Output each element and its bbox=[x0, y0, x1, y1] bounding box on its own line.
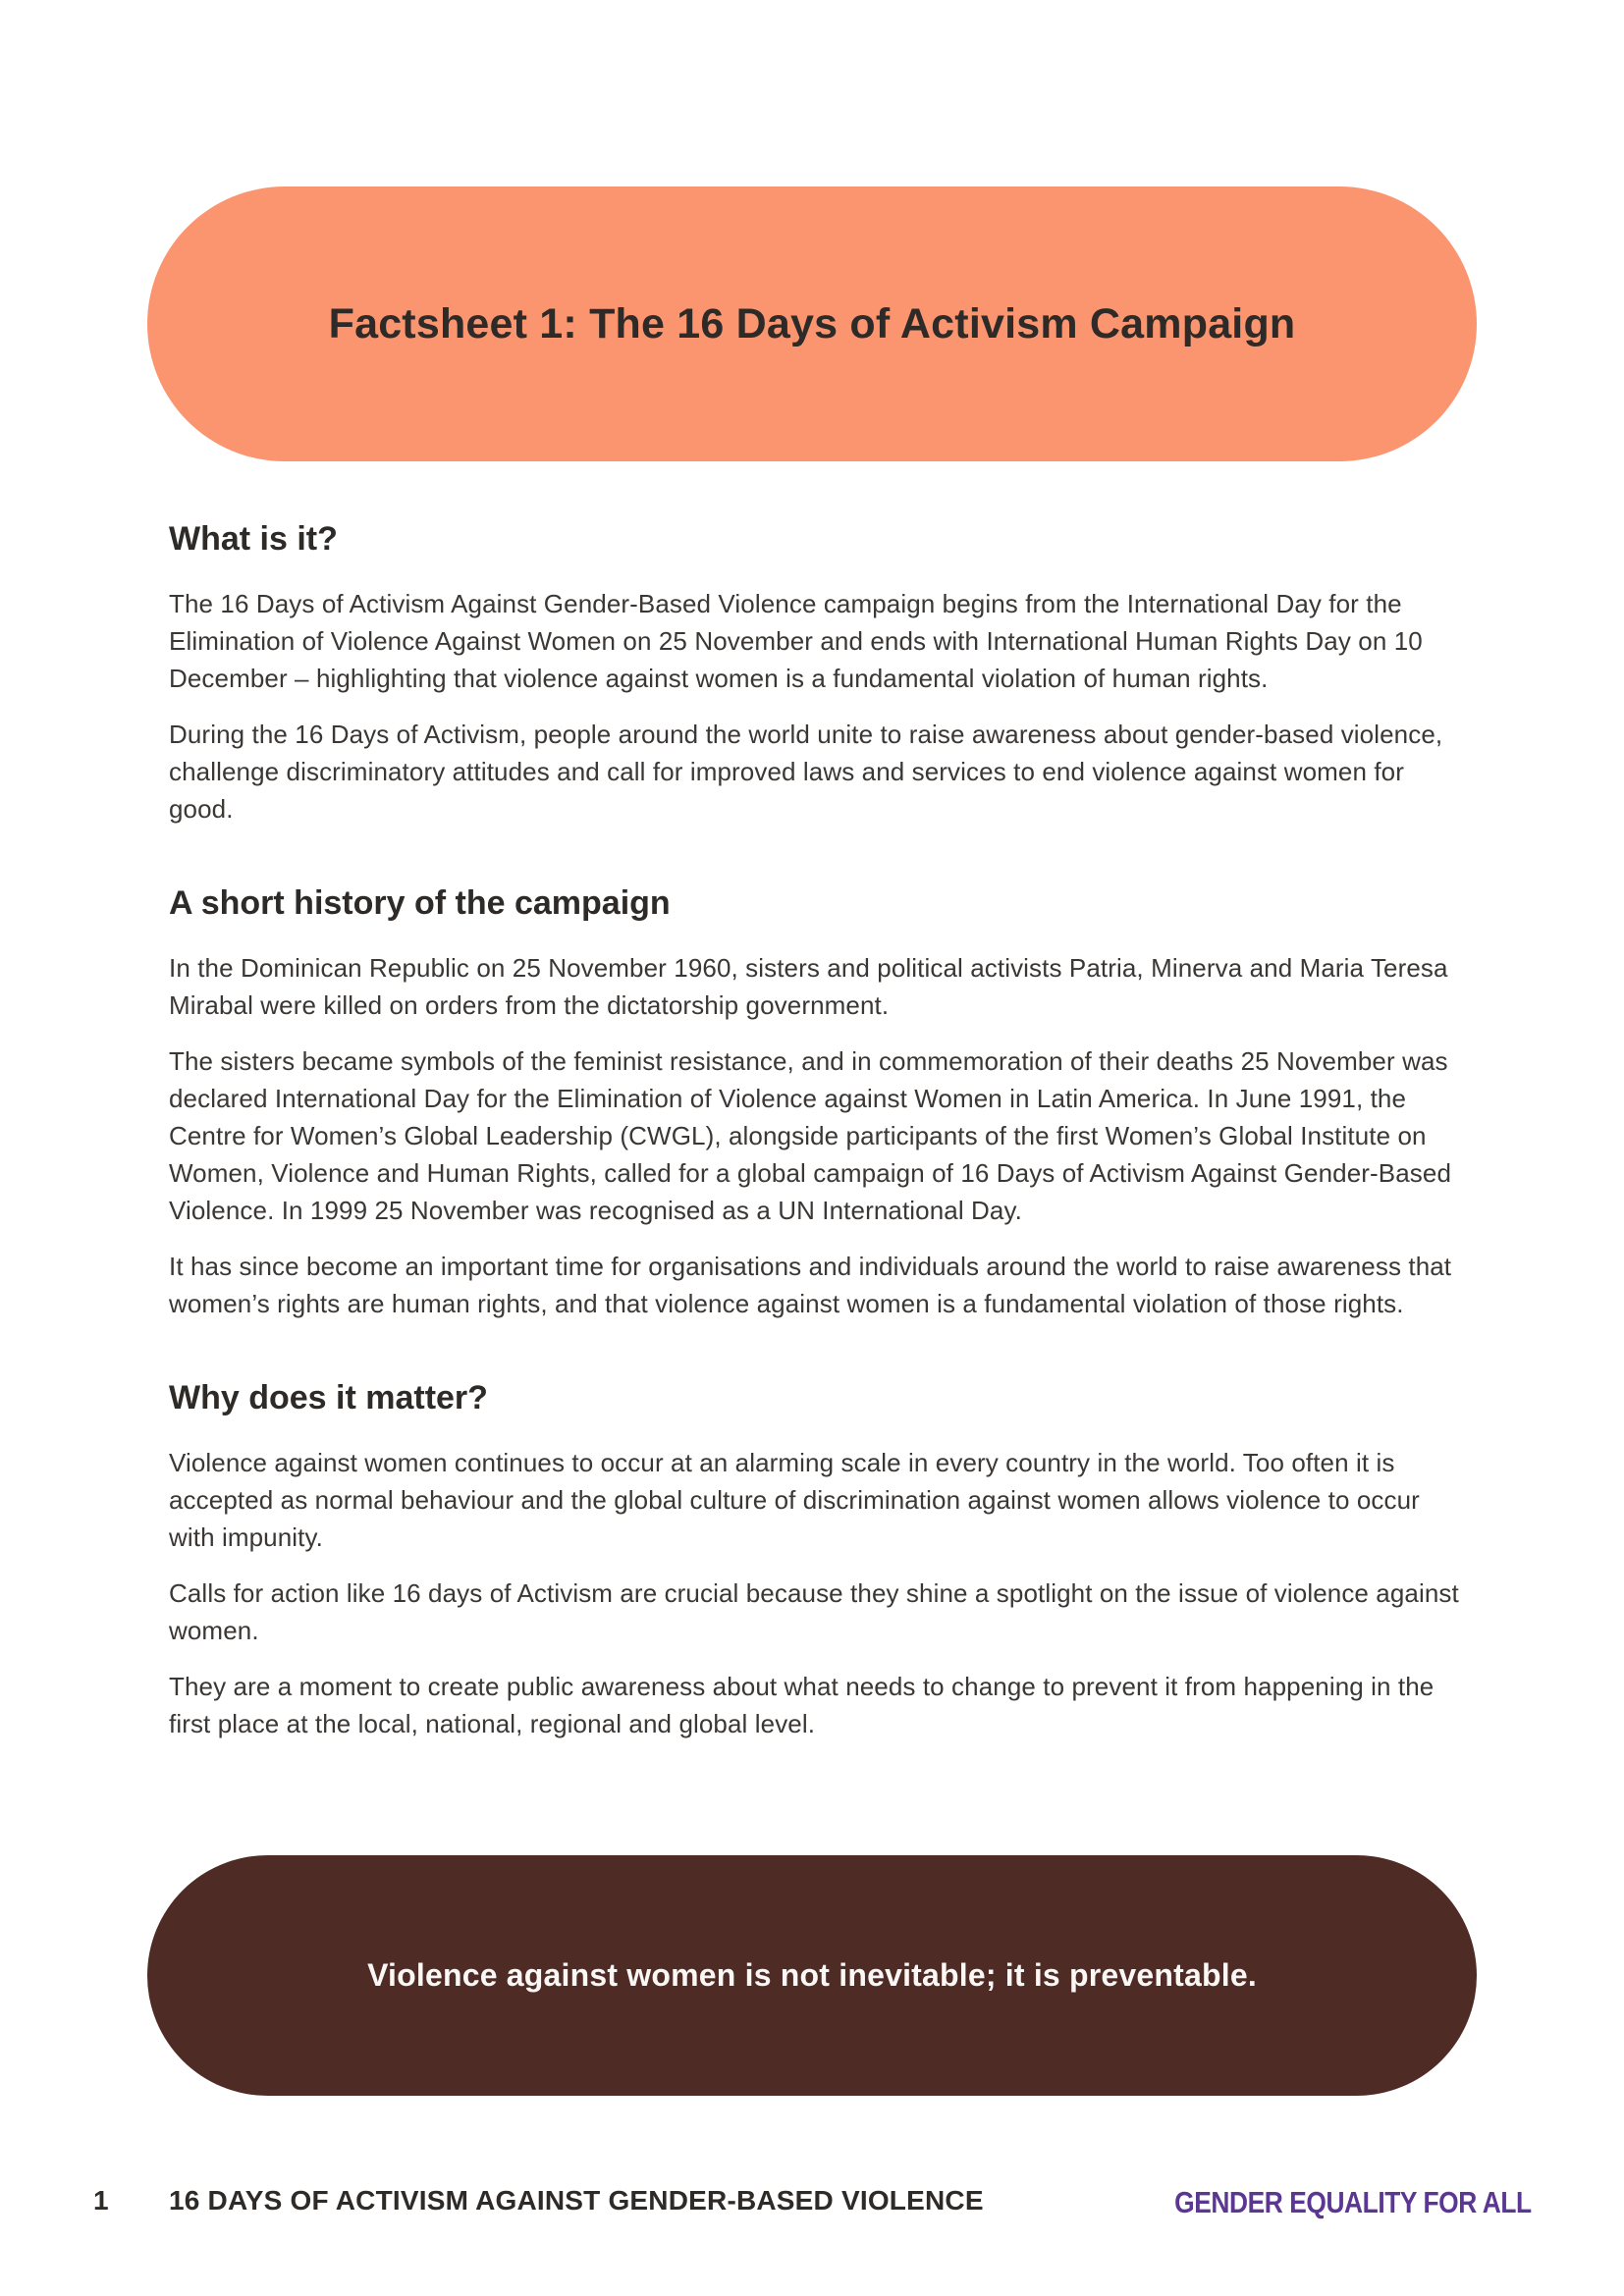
paragraph: They are a moment to create public awareness about what needs to change to prevent it from happening in the first place at the local, national, regional and global level. bbox=[169, 1672, 1435, 1738]
footer-doc-title: 16 DAYS OF ACTIVISM AGAINST GENDER-BASED VIOLENCE bbox=[169, 2185, 984, 2216]
paragraph: Calls for action like 16 days of Activism are crucial because they shine a spotlight on the issue of violence against women. bbox=[169, 1578, 1459, 1645]
brand-wordmark: GENDER EQUALITY FOR ALL bbox=[1174, 2185, 1532, 2219]
callout-banner bbox=[147, 1855, 1477, 2096]
title-banner bbox=[147, 187, 1477, 461]
callout-text: Violence against women is not inevitable; it is preventable. bbox=[367, 1957, 1257, 1993]
section-heading-why-does-it-matter: Why does it matter? bbox=[169, 1379, 488, 1416]
section-heading-short-history: A short history of the campaign bbox=[169, 884, 671, 922]
page-title: Factsheet 1: The 16 Days of Activism Campaign bbox=[328, 299, 1296, 347]
paragraph: Violence against women continues to occur at an alarming scale in every country in the world. Too often it is accepted as normal behaviour and the global culture of discrimination against women allows violence to occur with impunity. bbox=[169, 1448, 1420, 1552]
paragraph: In the Dominican Republic on 25 November 1960, sisters and political activists Patria, Minerva and Maria Teresa Mirabal were killed on orders from the dictatorship government. bbox=[169, 953, 1448, 1020]
paragraph: The 16 Days of Activism Against Gender-Based Violence campaign begins from the International Day for the Elimination of Violence Against Women on 25 November and ends with International Human Rights Day on 10 December – highlighting that violence against women is a fundamental violation of human rights. bbox=[169, 589, 1423, 693]
paragraph: It has since become an important time for organisations and individuals around the world to raise awareness that women’s rights are human rights, and that violence against women is a fundamental violation of those rights. bbox=[169, 1252, 1452, 1318]
document-body bbox=[169, 461, 1467, 1761]
section-heading-what-is-it: What is it? bbox=[169, 520, 338, 558]
paragraph: During the 16 Days of Activism, people around the world unite to raise awareness about gender-based violence, challenge discriminatory attitudes and call for improved laws and services to end violence against women for good. bbox=[169, 720, 1443, 824]
paragraph: The sisters became symbols of the feminist resistance, and in commemoration of their deaths 25 November was declared International Day for the Elimination of Violence against Women in Latin America. In June 1991, the Centre for Women’s Global Leadership (CWGL), alongside participants of the first Women’s Global Institute on Women, Violence and Human Rights, called for a global campaign of 16 Days of Activism Against Gender-Based Violence. In 1999 25 November was recognised as a UN International Day. bbox=[169, 1046, 1452, 1225]
page-number: 1 bbox=[93, 2185, 109, 2216]
page-footer bbox=[0, 2185, 1624, 2234]
